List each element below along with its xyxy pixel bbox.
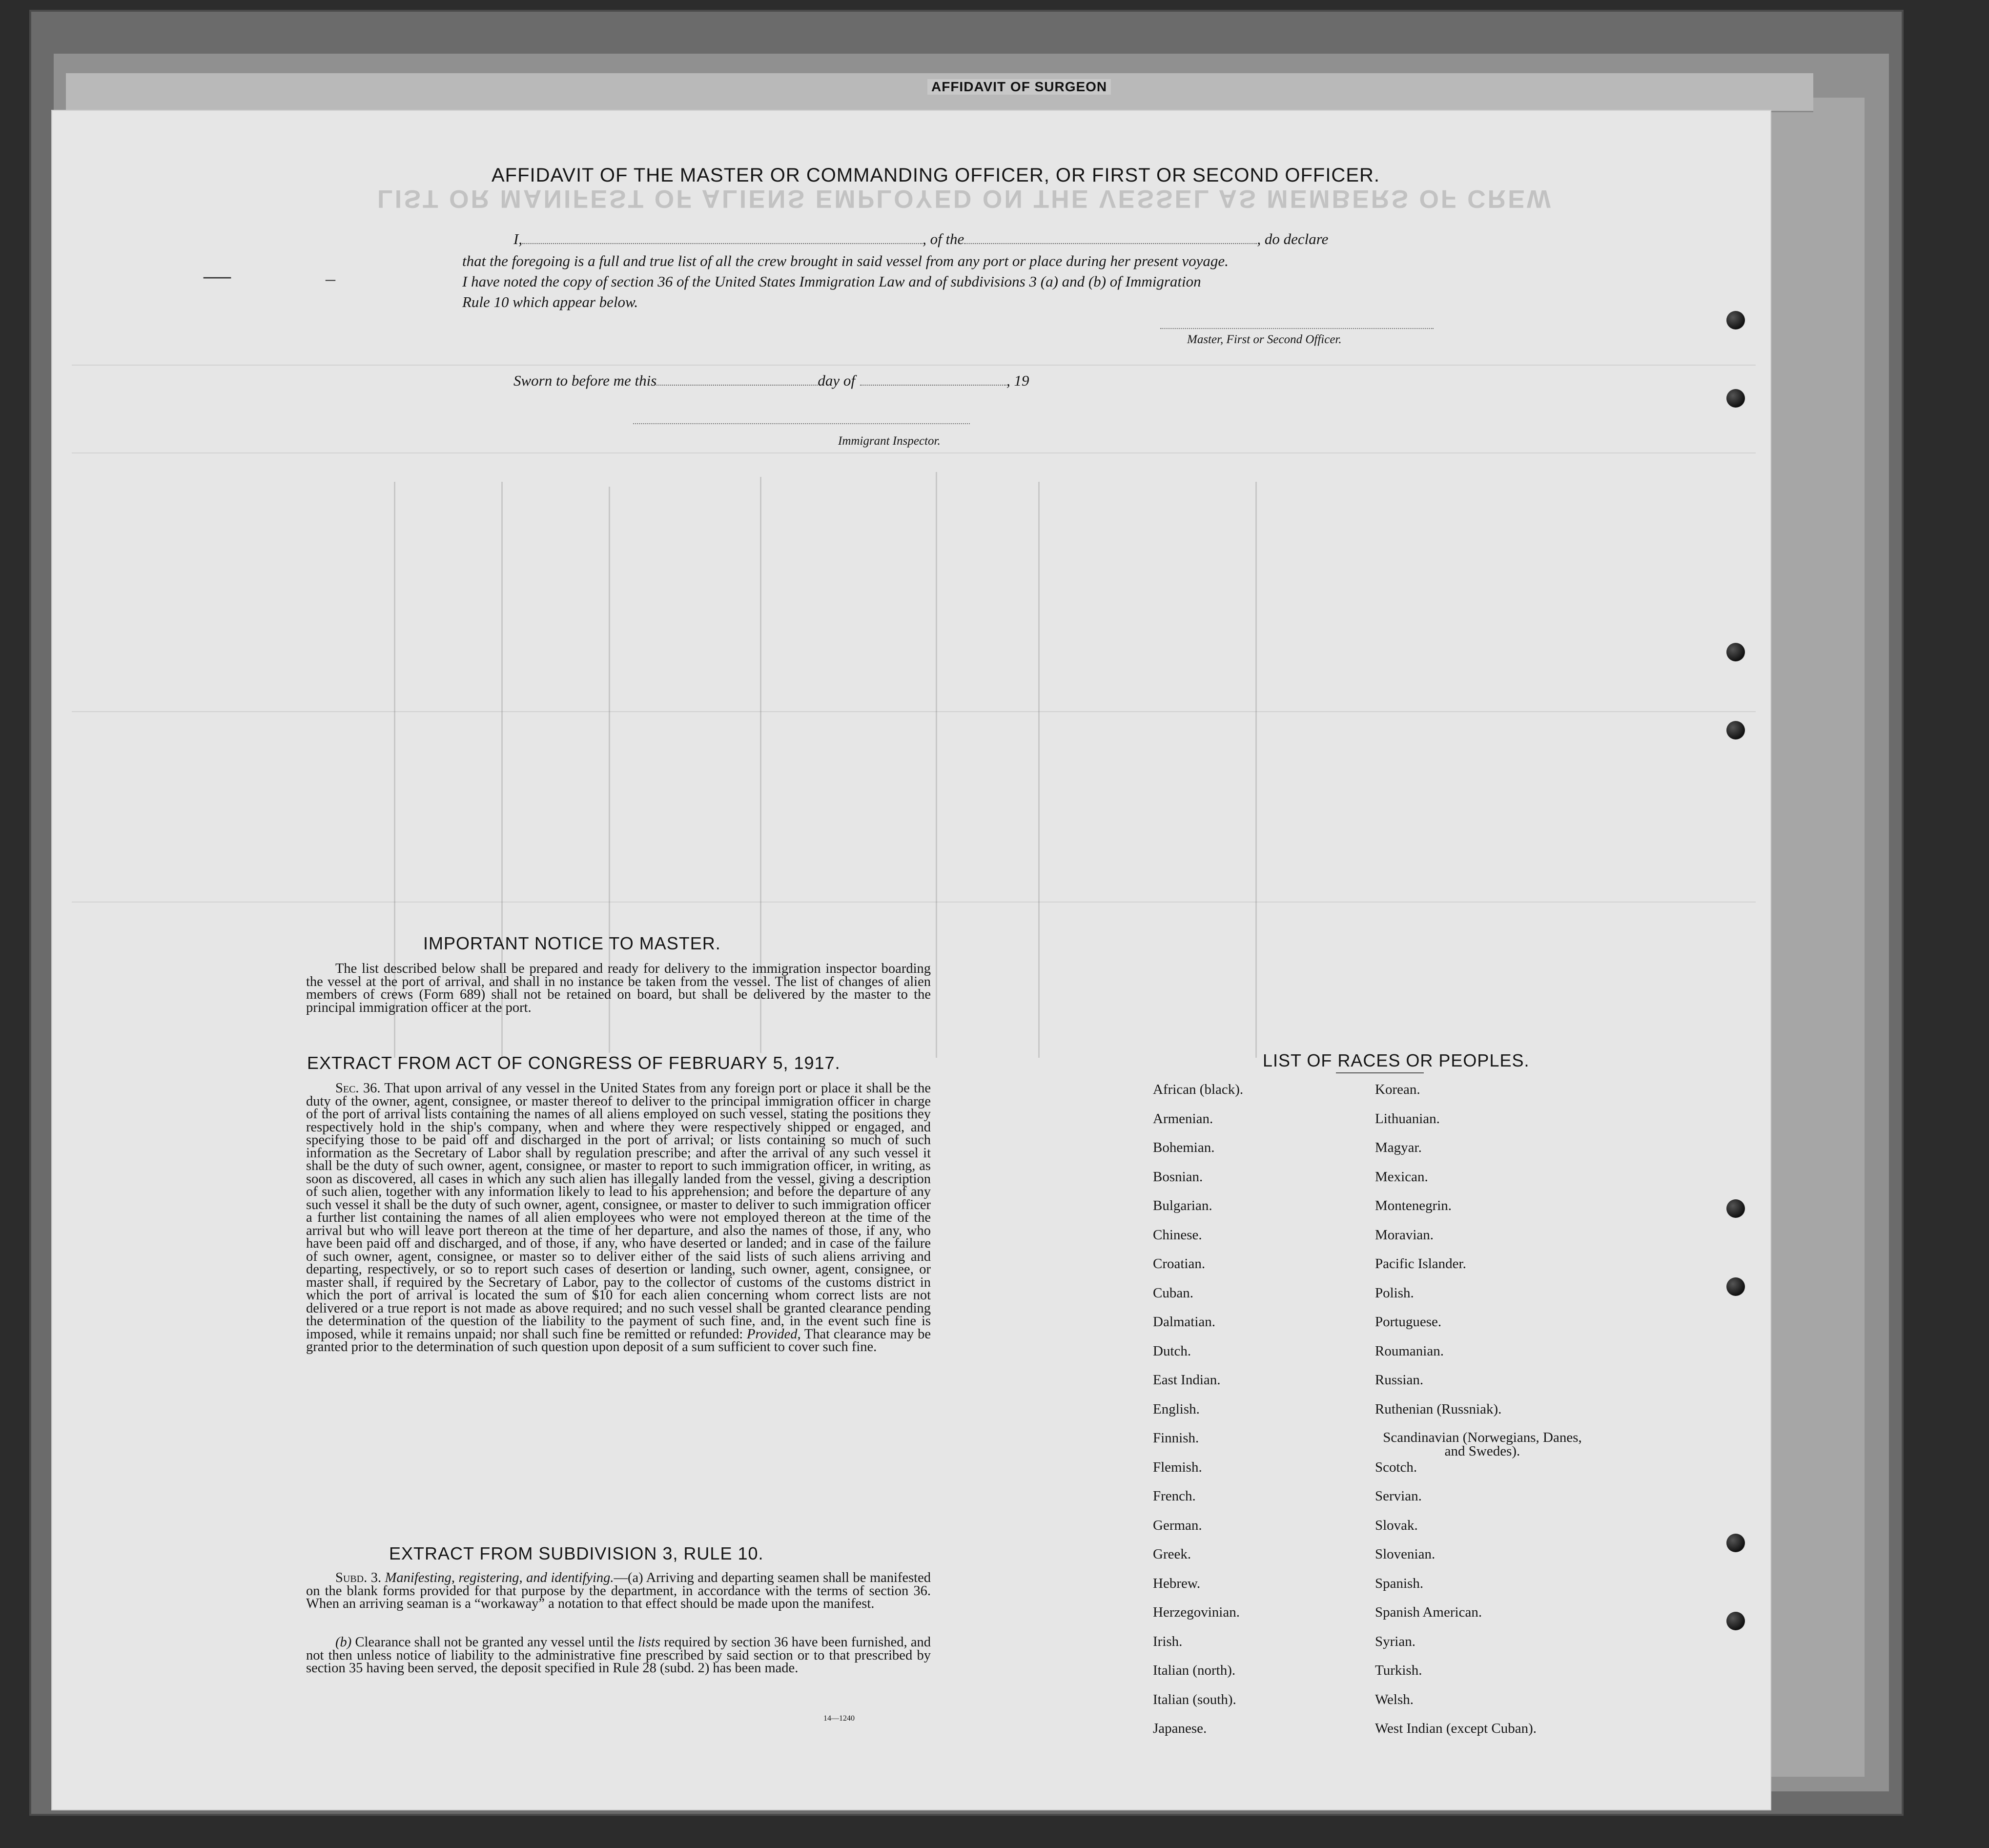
punch-hole — [1726, 643, 1745, 661]
act-heading: EXTRACT FROM ACT OF CONGRESS OF FEBRUARY 5, 1917. — [307, 1053, 841, 1073]
race-item: Greek. — [1153, 1546, 1191, 1562]
race-item: Mexican. — [1375, 1169, 1428, 1185]
race-item: English. — [1153, 1401, 1200, 1417]
pen-mark: – — [326, 267, 335, 289]
race-item: Dalmatian. — [1153, 1314, 1216, 1330]
form-number: 14—1240 — [823, 1714, 855, 1723]
race-item: Armenian. — [1153, 1110, 1213, 1127]
day-blank — [656, 373, 818, 386]
race-item: French. — [1153, 1488, 1196, 1504]
race-item: Slovenian. — [1375, 1546, 1435, 1562]
race-item: Hebrew. — [1153, 1575, 1201, 1591]
races-heading: LIST OF RACES OR PEOPLES. — [1263, 1050, 1530, 1070]
race-item: Chinese. — [1153, 1227, 1202, 1243]
ghost-rule — [72, 902, 1756, 903]
ghost-column-line — [1255, 482, 1257, 1058]
month-blank — [860, 373, 1006, 386]
punch-hole — [1726, 1612, 1745, 1630]
affidavit-line-4: Rule 10 which appear below. — [462, 293, 638, 310]
pen-mark: — — [204, 260, 231, 290]
race-item: Scotch. — [1375, 1459, 1417, 1475]
race-item: Japanese. — [1153, 1721, 1207, 1736]
race-item: Polish. — [1375, 1285, 1414, 1301]
ghost-rule — [72, 711, 1756, 712]
race-item: Croatian. — [1153, 1256, 1206, 1272]
inspector-signature-line — [633, 423, 970, 424]
race-item: Spanish. — [1375, 1575, 1424, 1591]
race-item: Flemish. — [1153, 1459, 1202, 1475]
sworn-line: Sworn to before me this day of , 19 — [513, 372, 1029, 389]
race-item: Dutch. — [1153, 1343, 1191, 1359]
race-item: Turkish. — [1375, 1663, 1422, 1678]
master-signature-line — [1160, 328, 1434, 329]
rule-heading: EXTRACT FROM SUBDIVISION 3, RULE 10. — [389, 1543, 764, 1563]
master-signature-label: Master, First or Second Officer. — [1187, 333, 1342, 346]
name-blank — [522, 231, 923, 244]
race-item: Roumanian. — [1375, 1343, 1444, 1359]
race-item: Lithuanian. — [1375, 1110, 1440, 1127]
punch-hole — [1726, 721, 1745, 739]
header-tab-label: AFFIDAVIT OF SURGEON — [927, 79, 1111, 95]
punch-hole — [1726, 1277, 1745, 1296]
race-item: Bosnian. — [1153, 1169, 1203, 1185]
ghost-rule — [72, 452, 1756, 453]
race-item: Italian (north). — [1153, 1663, 1236, 1678]
ghost-column-line — [1038, 482, 1040, 1058]
race-item: Welsh. — [1375, 1691, 1414, 1707]
vessel-blank — [964, 231, 1257, 244]
punch-hole — [1726, 1534, 1745, 1552]
race-item: Cuban. — [1153, 1285, 1193, 1301]
race-item: Scandinavian (Norwegians, Danes, and Swedes). — [1383, 1430, 1582, 1459]
ghost-column-line — [936, 472, 937, 1058]
race-item: Syrian. — [1375, 1633, 1415, 1649]
race-item: Korean. — [1375, 1082, 1420, 1097]
rule-text-a: Subd. 3. Manifesting, registering, and identifying.—(a) Arriving and departing seamen shall be manifested on the blank forms provided for that purpose by the department, in accordance with the terms of section 36. When an arriving seaman is a “workaway” a notation to that effect should be made upon the manifest. — [306, 1570, 931, 1611]
affidavit-title: AFFIDAVIT OF THE MASTER OR COMMANDING OFFICER, OR FIRST OR SECOND OFFICER. — [492, 164, 1380, 186]
race-item: Magyar. — [1375, 1140, 1422, 1155]
punch-hole — [1726, 1199, 1745, 1218]
notice-heading: IMPORTANT NOTICE TO MASTER. — [423, 933, 721, 953]
race-item: East Indian. — [1153, 1372, 1221, 1388]
affidavit-line-2: that the foregoing is a full and true list of all the crew brought in said vessel from any port or place during her present voyage. — [462, 252, 1229, 269]
race-item: Italian (south). — [1153, 1691, 1236, 1707]
race-item: Herzegovinian. — [1153, 1604, 1240, 1620]
punch-hole — [1726, 389, 1745, 408]
race-item: Portuguese. — [1375, 1314, 1442, 1330]
punch-hole — [1726, 311, 1745, 329]
ghost-title: LIST OR MANIFEST OF ALIENS EMPLOYED ON THE VESSEL AS MEMBERS OF CREW — [377, 185, 1553, 213]
race-item: Irish. — [1153, 1633, 1183, 1649]
race-item: West Indian (except Cuban). — [1375, 1721, 1537, 1736]
ghost-rule — [72, 365, 1756, 366]
race-item: Bohemian. — [1153, 1140, 1215, 1155]
document-page — [51, 110, 1771, 1810]
race-item: Russian. — [1375, 1372, 1424, 1388]
affidavit-line-1: I, , of the , do declare — [513, 230, 1329, 247]
inspector-signature-label: Immigrant Inspector. — [838, 434, 941, 448]
races-heading-rule — [1336, 1072, 1424, 1073]
race-item: Montenegrin. — [1375, 1198, 1452, 1213]
race-item: Ruthenian (Russniak). — [1375, 1401, 1502, 1417]
rule-text-b: (b) Clearance shall not be granted any vessel until the lists required by section 36 have been furnished, and not then unless notice of liability to the administrative fine prescribed by said section or to that prescribed by section 35 having been served, the deposit specified in Rule 28 (subd. 2) has been made. — [306, 1635, 931, 1676]
race-item: Slovak. — [1375, 1517, 1418, 1533]
race-item: Finnish. — [1153, 1430, 1199, 1446]
race-item: African (black). — [1153, 1082, 1244, 1097]
race-item: Servian. — [1375, 1488, 1422, 1504]
race-item: Spanish American. — [1375, 1604, 1482, 1620]
race-item: Pacific Islander. — [1375, 1256, 1466, 1272]
act-text: Sec. 36. That upon arrival of any vessel in the United States from any foreign port or place it shall be the duty of the owner, agent, consignee, or master thereof to deliver to the principal immigration officer in charge of the port of arrival lists containing the names of all aliens employed on such vessel, stating the positions they respectively hold in the ship's company, when and where they were respectively shipped or engaged, and specifying those to be paid off and discharged in the port of arrival; or lists containing so much of such information as the Secretary of Labor shall by regulation prescribe; and after the arrival of any such vessel it shall be the duty of such owner, agent, consignee, or master to report to such immigration officer, in writing, as soon as discovered, all cases in which any such alien has illegally landed from the vessel, giving a description of such alien, together with any information likely to lead to his apprehension; and before the departure of any such vessel it shall be the duty of such owner, agent, consignee, or master to deliver to such immigration officer a further list containing the names of all alien employees who were not employed thereon at the time of the arrival but who will leave port thereon at the time of her departure, and also the names of those, if any, who have been paid off and discharged, and of those, if any, who have deserted or landed; and in case of the failure of such owner, agent, consignee, or master so to deliver either of the said lists of such aliens arriving and departing, respectively, or so to report such cases of desertion or landing, such owner, agent, consignee, or master shall, if required by the Secretary of Labor, pay to the collector of customs of the customs district in which the port of arrival is located the sum of $10 for each alien concerning whom correct lists are not delivered or a true report is not made as above required; and no such vessel shall be granted clearance pending the determination of the question of the liability to the payment of such fine, and, in the event such fine is imposed, while it remains unpaid; nor shall such fine be remitted or refunded: Provided, That clearance may be granted prior to the determination of such question upon deposit of a sum sufficient to cover such fine. — [306, 1081, 931, 1355]
race-item: German. — [1153, 1517, 1202, 1533]
affidavit-line-3: I have noted the copy of section 36 of the United States Immigration Law and of subdivisions 3 (a) and (b) of Immigration — [462, 273, 1201, 290]
race-item: Bulgarian. — [1153, 1198, 1212, 1213]
race-item: Moravian. — [1375, 1227, 1434, 1243]
notice-text: The list described below shall be prepared and ready for delivery to the immigration inspector boarding the vessel at the port of arrival, and shall in no instance be taken from the vessel. The list of changes of alien members of crews (Form 689) shall not be retained on board, but shall be delivered by the master to the principal immigration officer at the port. — [306, 961, 931, 1015]
